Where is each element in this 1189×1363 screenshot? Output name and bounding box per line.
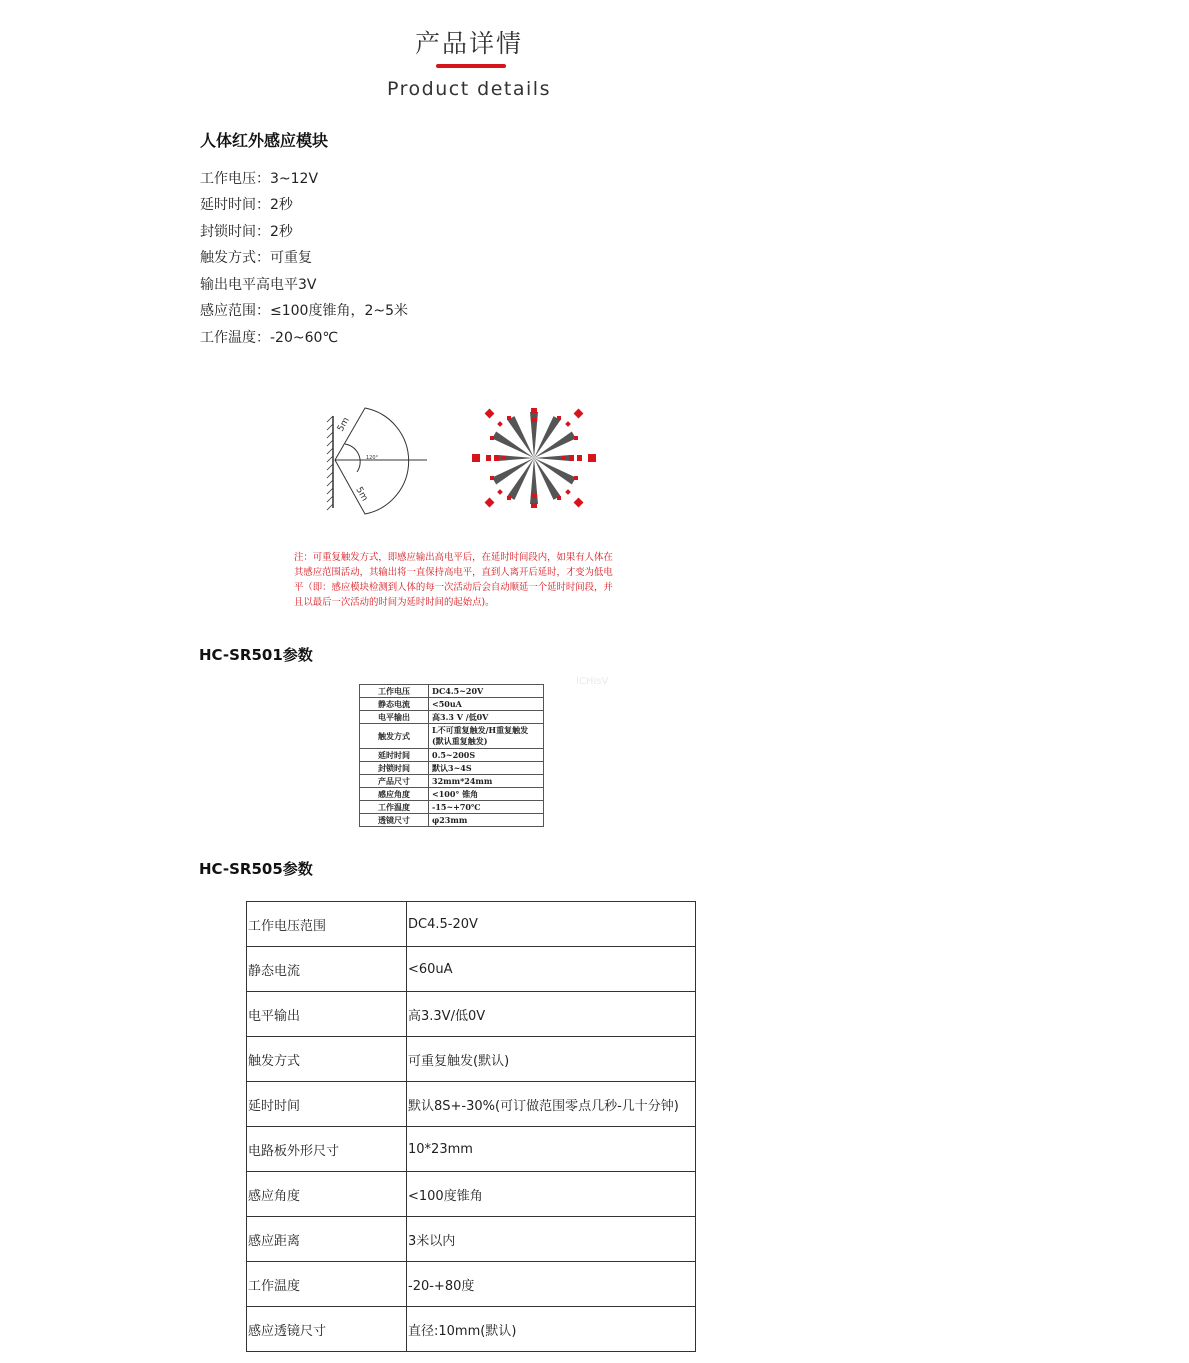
note-line: 平（即：感应模块检测到人体的每一次活动后会自动顺延一个延时时间段，并 xyxy=(294,582,613,593)
spec-line: 输出电平高电平3V xyxy=(200,277,317,293)
param-value: 默认3~4S xyxy=(429,762,544,775)
param-value: 高3.3V/低0V xyxy=(407,992,696,1037)
table-row xyxy=(247,1262,696,1307)
range-label-bottom: 5m xyxy=(353,485,370,504)
param-name: 产品尺寸 xyxy=(360,775,429,788)
table-row xyxy=(360,698,544,711)
spec-line: 感应范围：≤100度锥角，2~5米 xyxy=(200,303,408,319)
table-row xyxy=(247,947,696,992)
sr501-title: HC-SR501参数 xyxy=(199,646,313,664)
table-row xyxy=(360,801,544,814)
param-name: 触发方式 xyxy=(360,724,429,749)
param-value: 32mm*24mm xyxy=(429,775,544,788)
table-row xyxy=(247,992,696,1037)
detection-range-diagram xyxy=(325,402,435,520)
note-line: 且以最后一次活动的时间为延时时间的起始点)。 xyxy=(294,597,495,608)
param-value: <100度锥角 xyxy=(407,1172,696,1217)
sr505-table xyxy=(246,901,696,1352)
param-value-line: L不可重复触发/H重复触发 xyxy=(432,725,529,735)
sr505-title: HC-SR505参数 xyxy=(199,860,313,878)
spec-line: 封锁时间：2秒 xyxy=(200,224,293,240)
note-line: 注：可重复触发方式，即感应输出高电平后，在延时时间段内，如果有人体在 xyxy=(294,552,613,563)
param-value: <100° 锥角 xyxy=(429,788,544,801)
note-line: 其感应范围活动，其输出将一直保持高电平，直到人离开后延时，才变为低电 xyxy=(294,567,613,578)
param-name: 感应角度 xyxy=(247,1172,407,1217)
param-name: 感应距离 xyxy=(247,1217,407,1262)
spec-line: 延时时间：2秒 xyxy=(200,197,293,213)
param-value: <60uA xyxy=(407,947,696,992)
table-row xyxy=(247,902,696,947)
param-value: <50uA xyxy=(429,698,544,711)
spec-line: 工作电压：3~12V xyxy=(200,171,319,187)
table-row xyxy=(360,749,544,762)
param-name: 电路板外形尺寸 xyxy=(247,1127,407,1172)
param-name: 工作温度 xyxy=(360,801,429,814)
section-header-title: 产品详情 xyxy=(414,29,523,58)
header-underline xyxy=(436,64,506,68)
param-value: 默认8S+-30%(可订做范围零点几秒-几十分钟) xyxy=(407,1082,696,1127)
table-row xyxy=(360,724,544,749)
table-row xyxy=(247,1082,696,1127)
spec-line: 工作温度：-20~60℃ xyxy=(200,330,339,346)
spec-line: 触发方式：可重复 xyxy=(200,250,312,266)
module-title: 人体红外感应模块 xyxy=(200,131,329,150)
table-row xyxy=(360,775,544,788)
param-name: 触发方式 xyxy=(247,1037,407,1082)
angle-label: 120° xyxy=(366,455,379,461)
table-row xyxy=(247,1037,696,1082)
section-header-subtitle: Product details xyxy=(387,78,551,100)
trigger-note xyxy=(294,550,639,610)
sr501-table xyxy=(359,684,544,827)
param-name: 封锁时间 xyxy=(360,762,429,775)
range-label-top: 5m xyxy=(335,415,352,434)
param-name: 电平输出 xyxy=(247,992,407,1037)
param-name: 感应透镜尺寸 xyxy=(247,1307,407,1352)
param-name: 电平输出 xyxy=(360,711,429,724)
table-row xyxy=(360,685,544,698)
param-name: 延时时间 xyxy=(360,749,429,762)
param-name: 工作电压范围 xyxy=(247,902,407,947)
param-value: φ23mm xyxy=(429,814,544,827)
param-name: 静态电流 xyxy=(247,947,407,992)
param-value: 可重复触发(默认) xyxy=(407,1037,696,1082)
lens-pattern-diagram xyxy=(466,405,602,511)
param-value: 直径:10mm(默认) xyxy=(407,1307,696,1352)
param-value: -15~+70℃ xyxy=(429,801,544,814)
table-row xyxy=(360,762,544,775)
param-value: -20-+80度 xyxy=(407,1262,696,1307)
param-name: 透镜尺寸 xyxy=(360,814,429,827)
param-value: 0.5~200S xyxy=(429,749,544,762)
param-value xyxy=(429,724,544,749)
table-row xyxy=(247,1127,696,1172)
param-value: 10*23mm xyxy=(407,1127,696,1172)
param-name: 工作温度 xyxy=(247,1262,407,1307)
table-row xyxy=(360,711,544,724)
param-name: 延时时间 xyxy=(247,1082,407,1127)
param-name: 感应角度 xyxy=(360,788,429,801)
param-value: DC4.5-20V xyxy=(407,902,696,947)
param-name: 工作电压 xyxy=(360,685,429,698)
table-row xyxy=(247,1172,696,1217)
param-value: 3米以内 xyxy=(407,1217,696,1262)
param-value-line: (默认重复触发) xyxy=(432,736,488,746)
param-value: 高3.3 V /低0V xyxy=(429,711,544,724)
table-row xyxy=(247,1307,696,1352)
param-name: 静态电流 xyxy=(360,698,429,711)
table-row xyxy=(360,814,544,827)
table-row xyxy=(360,788,544,801)
table-row xyxy=(247,1217,696,1262)
watermark: ICHisV xyxy=(576,676,609,687)
param-value: DC4.5~20V xyxy=(429,685,544,698)
